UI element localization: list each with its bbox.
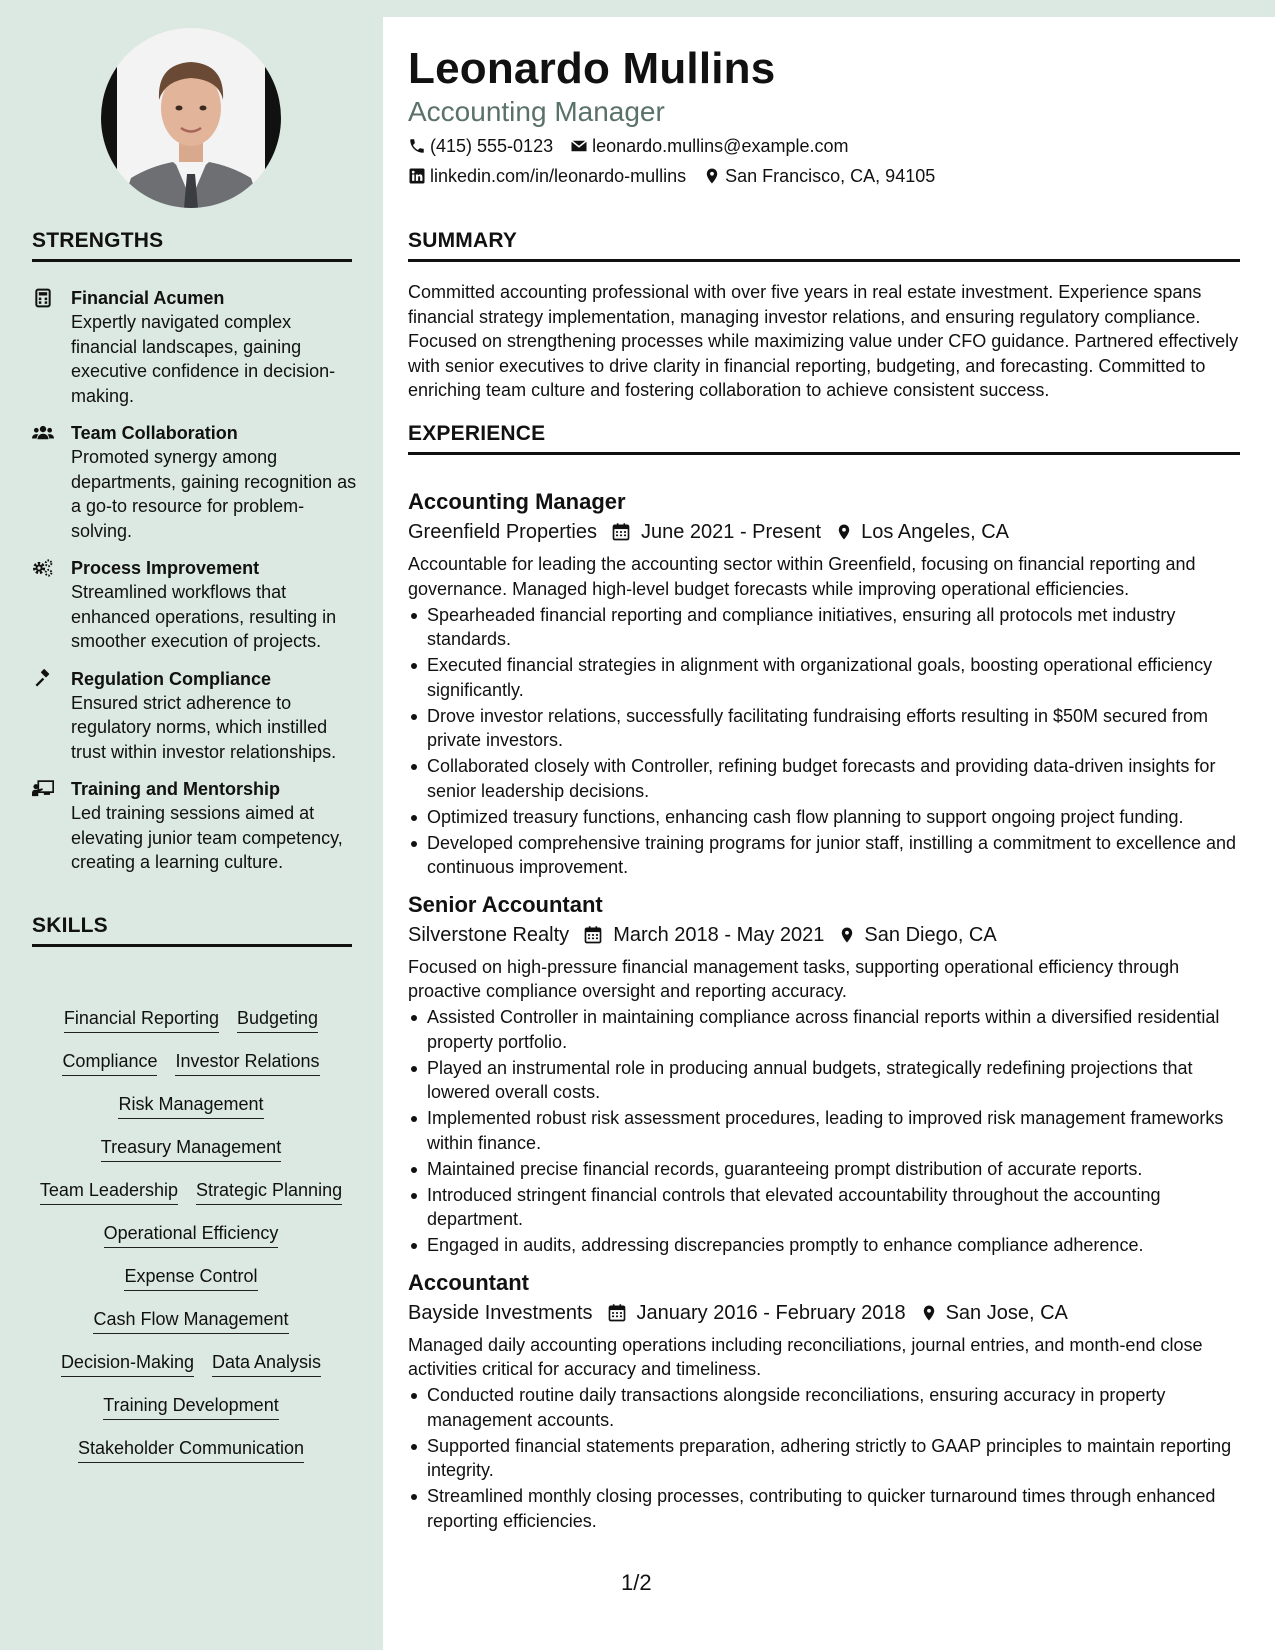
calendar-icon [583, 925, 603, 945]
page-number: 1/2 [621, 1570, 652, 1595]
job-title: Accounting Manager [408, 489, 626, 514]
skill-tag: Decision-Making [61, 1351, 194, 1377]
strength-description: Expertly navigated complex financial landscapes, gaining executive confidence in decision-making. [71, 312, 336, 406]
calculator-icon [32, 288, 56, 308]
list-item: Drove investor relations, successfully facilitating fundraising efforts resulting in $50M secured from private investors. [408, 704, 1240, 753]
company-name: Greenfield Properties [408, 521, 597, 543]
skill-tag: Expense Control [124, 1265, 257, 1291]
profile-photo [101, 28, 281, 208]
map-pin-icon [703, 167, 721, 185]
strength-description: Streamlined workflows that enhanced operations, resulting in smoother execution of projects. [71, 582, 337, 651]
skill-tag: Risk Management [118, 1093, 263, 1119]
list-item: Optimized treasury functions, enhancing cash flow planning to support ongoing project funding. [408, 805, 1240, 830]
list-item: Maintained precise financial records, guaranteeing prompt distribution of accurate reports. [408, 1157, 1240, 1182]
skill-tag: Strategic Planning [196, 1179, 342, 1205]
phone-icon [408, 137, 426, 155]
list-item: Engaged in audits, addressing discrepancies promptly to enhance compliance adherence. [408, 1233, 1240, 1258]
job-entry [408, 890, 1240, 1258]
list-item: Executed financial strategies in alignment with organizational goals, boosting operational efficiency significantly. [408, 653, 1240, 702]
users-icon [32, 423, 56, 443]
job-dates: March 2018 - May 2021 [613, 923, 825, 946]
skill-tag: Cash Flow Management [93, 1308, 288, 1334]
phone-contact[interactable] [408, 134, 553, 158]
job-bullets [408, 1005, 1240, 1258]
gears-icon [32, 558, 56, 578]
skills-heading: SKILLS [32, 914, 352, 947]
list-item: Supported financial statements preparation, adhering strictly to GAAP principles to maintain reporting integrity. [408, 1434, 1240, 1483]
skill-tag: Investor Relations [175, 1050, 319, 1076]
skill-tag: Team Leadership [40, 1179, 178, 1205]
strength-title: Process Improvement [71, 558, 260, 578]
linkedin-icon [408, 167, 426, 185]
candidate-name: Leonardo Mullins [408, 44, 776, 93]
calendar-icon [611, 522, 631, 542]
skill-tag: Training Development [103, 1394, 278, 1420]
job-title: Accountant [408, 1269, 529, 1295]
summary-heading: SUMMARY [408, 229, 1240, 262]
job-meta [408, 517, 1240, 547]
location-text: San Francisco, CA, 94105 [725, 166, 936, 186]
phone-text: (415) 555-0123 [430, 136, 554, 156]
main-content [383, 17, 1275, 1650]
experience-heading: EXPERIENCE [408, 422, 1240, 455]
map-pin-icon [835, 522, 853, 542]
skills-list [38, 1007, 344, 1463]
job-entry [408, 487, 1240, 880]
job-description: Accountable for leading the accounting sector within Greenfield, focusing on financial reporting and governance. Managed high-level budget forecasts while improving operational efficiencies. [408, 554, 1196, 599]
candidate-title: Accounting Manager [408, 96, 665, 127]
email-contact[interactable] [570, 134, 848, 158]
linkedin-contact[interactable] [408, 164, 686, 188]
job-bullets [408, 603, 1240, 880]
job-location: San Diego, CA [864, 923, 997, 946]
location-contact [703, 164, 935, 188]
list-item: Collaborated closely with Controller, refining budget forecasts and providing data-driven insights for senior leadership decisions. [408, 754, 1240, 803]
skill-tag: Operational Efficiency [104, 1222, 279, 1248]
job-title: Senior Accountant [408, 891, 603, 917]
summary-text: Committed accounting professional with over five years in real estate investment. Experience spans financial strategy implementation, managing investor relations, and ensuring regulatory compliance. Focused on strengthening processes while maximizing value under CFO guidance. Partnered effectively with senior executives to drive clarity in financial reporting, budgeting, and forecasting. Committed to enriching team culture and fostering collaboration to achieve consistent success. [408, 282, 1239, 400]
calendar-icon [607, 1303, 627, 1323]
job-dates: June 2021 - Present [640, 521, 822, 543]
contact-row-2 [408, 164, 952, 188]
strength-title: Regulation Compliance [71, 668, 272, 689]
strength-item [32, 777, 357, 875]
envelope-icon [570, 137, 588, 155]
strength-item [32, 667, 357, 765]
strengths-list [32, 286, 357, 888]
skill-tag: Stakeholder Communication [78, 1437, 304, 1463]
profile-photo-image [101, 28, 281, 208]
strength-description: Ensured strict adherence to regulatory norms, which instilled trust within investor relationships. [71, 692, 337, 762]
skill-tag: Financial Reporting [64, 1007, 219, 1033]
company-name: Bayside Investments [408, 1301, 593, 1324]
map-pin-icon [920, 1303, 938, 1323]
strength-title: Team Collaboration [71, 423, 238, 443]
skill-tag: Compliance [62, 1050, 157, 1076]
job-entry [408, 1268, 1240, 1534]
skill-tag: Treasury Management [101, 1136, 281, 1162]
job-meta [408, 920, 1240, 950]
list-item: Streamlined monthly closing processes, contributing to quicker turnaround times through enhanced reporting efficiencies. [408, 1484, 1240, 1533]
list-item: Assisted Controller in maintaining compliance across financial reports within a diversified residential property portfolio. [408, 1005, 1240, 1054]
strength-item [32, 286, 357, 408]
strengths-heading: STRENGTHS [32, 229, 352, 262]
job-description: Focused on high-pressure financial management tasks, supporting operational efficiency through proactive compliance oversight and reporting accuracy. [408, 956, 1180, 1001]
strength-description: Led training sessions aimed at elevating junior team competency, creating a learning culture. [71, 803, 343, 872]
company-name: Silverstone Realty [408, 923, 570, 946]
job-meta [408, 1298, 1240, 1328]
job-location: Los Angeles, CA [861, 521, 1009, 543]
email-text: leonardo.mullins@example.com [592, 136, 849, 156]
job-location: San Jose, CA [945, 1301, 1068, 1324]
list-item: Spearheaded financial reporting and compliance initiatives, ensuring all protocols met industry standards. [408, 603, 1240, 652]
list-item: Introduced stringent financial controls that elevated accountability throughout the accounting department. [408, 1183, 1240, 1232]
list-item: Played an instrumental role in producing annual budgets, strategically redefining projections that lowered overall costs. [408, 1056, 1240, 1105]
gavel-icon [32, 669, 56, 689]
list-item: Developed comprehensive training programs for junior staff, instilling a commitment to excellence and continuous improvement. [408, 831, 1240, 880]
contact-row-1 [408, 134, 865, 158]
map-pin-icon [838, 925, 856, 945]
chalkboard-teacher-icon [32, 779, 56, 799]
strength-item [32, 556, 357, 654]
skill-tag: Data Analysis [212, 1351, 321, 1377]
linkedin-text: linkedin.com/in/leonardo-mullins [430, 166, 687, 186]
skill-tag: Budgeting [237, 1007, 318, 1033]
job-dates: January 2016 - February 2018 [636, 1301, 906, 1324]
strength-title: Training and Mentorship [71, 779, 281, 799]
list-item: Implemented robust risk assessment procedures, leading to improved risk management frameworks within finance. [408, 1106, 1240, 1155]
list-item: Conducted routine daily transactions alongside reconciliations, ensuring accuracy in property management accounts. [408, 1383, 1240, 1432]
job-bullets [408, 1383, 1240, 1533]
strength-item [32, 421, 357, 543]
sidebar [0, 0, 383, 1650]
strength-description: Promoted synergy among departments, gaining recognition as a go-to resource for problem-solving. [71, 447, 357, 541]
job-description: Managed daily accounting operations including reconciliations, journal entries, and month-end close activities critical for accuracy and timeliness. [408, 1334, 1203, 1379]
experience-list [408, 487, 1240, 1543]
strength-title: Financial Acumen [71, 288, 225, 308]
